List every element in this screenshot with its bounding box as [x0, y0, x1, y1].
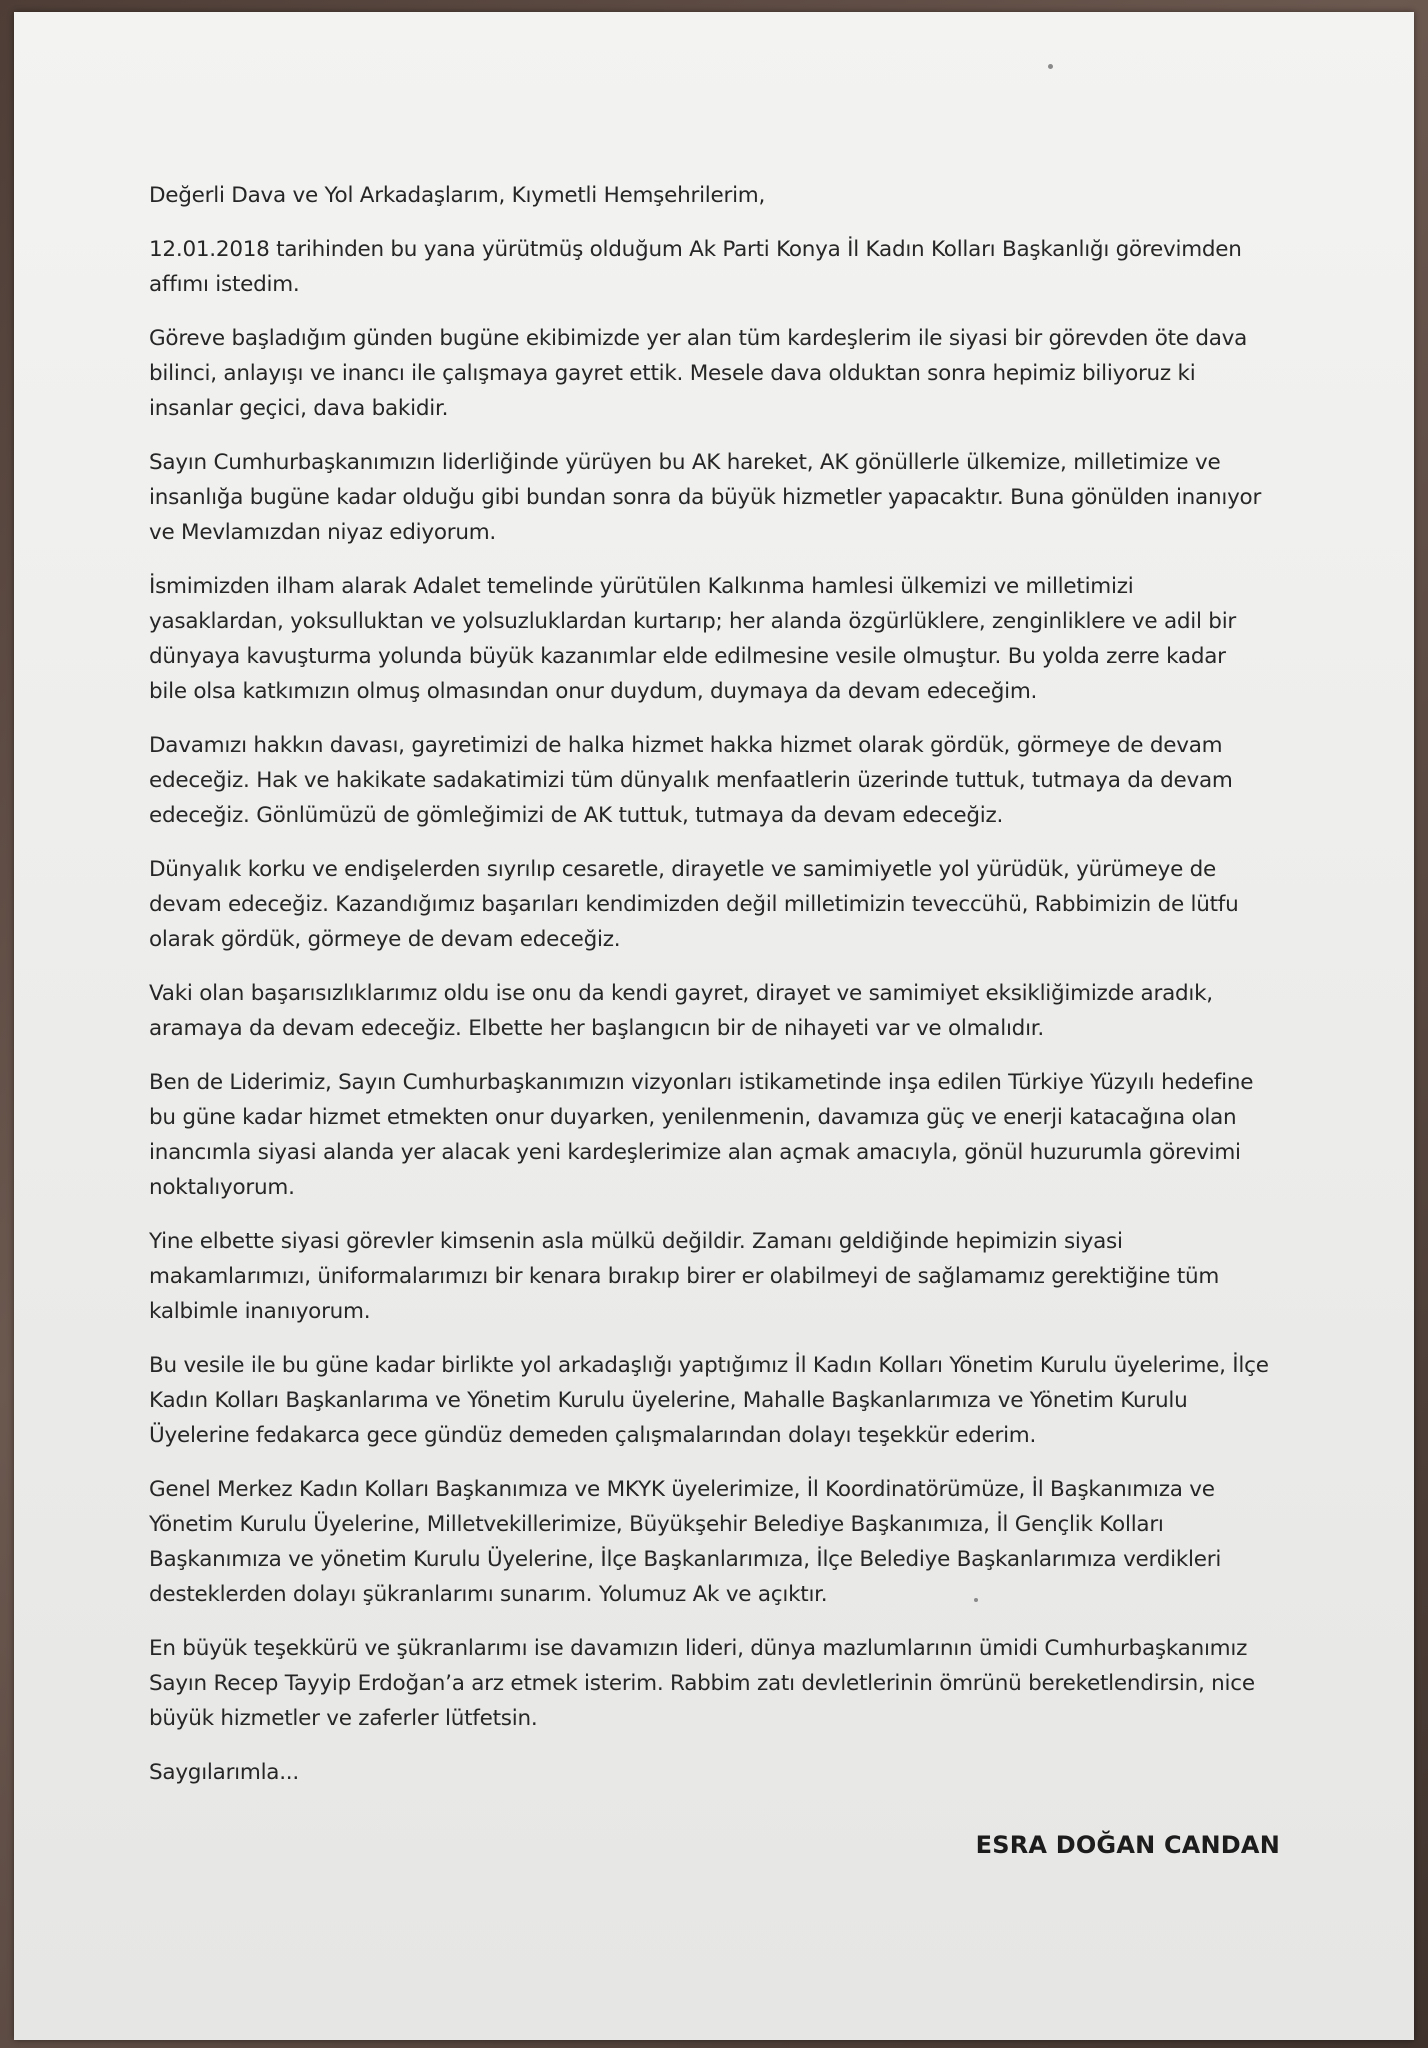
- paragraph: En büyük teşekkürü ve şükranlarımı ise davamızın lideri, dünya mazlumlarının ümidi Cumhurbaşkanımız Sayın Recep Tayyip Erdoğan’a arz etmek isterim. Rabbim zatı devletlerinin ömrünü bereketlendirsin, nice büyük hizmetler ve zaferler lütfetsin.: [149, 1636, 1255, 1731]
- paragraph: Göreve başladığım günden bugüne ekibimizde yer alan tüm kardeşlerim ile siyasi bir görevden öte dava bilinci, anlayışı ve inancı ile çalışmaya gayret ettik. Mesele dava olduktan sonra hepimiz biliyoruz ki insanlar geçici, dava bakidir.: [149, 326, 1248, 421]
- letter-body: [149, 178, 1269, 1809]
- closing: Saygılarımla...: [149, 1760, 299, 1785]
- paragraph: Sayın Cumhurbaşkanımızın liderliğinde yürüyen bu AK hareket, AK gönüllerle ülkemize, milletimize ve insanlığa bugüne kadar olduğu gibi bundan sonra da büyük hizmetler yapacaktır. Buna gönülden inanıyor ve Mevlamızdan niyaz ediyorum.: [149, 450, 1262, 545]
- paragraph: Yine elbette siyasi görevler kimsenin asla mülkü değildir. Zamanı geldiğinde hepimizin siyasi makamlarımızı, üniformalarımızı bir kenara bırakıp birer er olabilmeyi de sağlamamız gerektiğine tüm kalbimle inanıyorum.: [149, 1229, 1220, 1324]
- salutation: Değerli Dava ve Yol Arkadaşlarım, Kıymetli Hemşehrilerim,: [149, 183, 766, 208]
- signature-name: ESRA DOĞAN CANDAN: [975, 1831, 1280, 1859]
- paper-speck: [1048, 64, 1053, 69]
- paragraph: Davamızı hakkın davası, gayretimizi de halka hizmet hakka hizmet olarak gördük, görmeye de devam edeceğiz. Hak ve hakikate sadakatimizi tüm dünyalık menfaatlerin üzerinde tuttuk, tutmaya da devam edeceğiz. Gönlümüzü de gömleğimizi de AK tuttuk, tutmaya da devam edeceğiz.: [149, 733, 1233, 828]
- paragraph: 12.01.2018 tarihinden bu yana yürütmüş olduğum Ak Parti Konya İl Kadın Kolları Başkanlığı görevimden affımı istedim.: [149, 237, 1242, 297]
- paragraph: Genel Merkez Kadın Kolları Başkanımıza ve MKYK üyelerimize, İl Koordinatörümüze, İl Başkanımıza ve Yönetim Kurulu Üyelerine, Milletvekillerimize, Büyükşehir Belediye Başkanımıza, İl Gençlik Kolları Başkanımıza ve yönetim Kurulu Üyelerine, İlçe Başkanlarımıza, İlçe Belediye Başkanlarımıza verdikleri desteklerden dolayı şükranlarımı sunarım. Yolumuz Ak ve açıktır.: [149, 1477, 1222, 1607]
- paragraph: İsmimizden ilham alarak Adalet temelinde yürütülen Kalkınma hamlesi ülkemizi ve milletimizi yasaklardan, yoksulluktan ve yolsuzluklardan kurtarıp; her alanda özgürlüklere, zenginliklere ve adil bir dünyaya kavuşturma yolunda büyük kazanımlar elde edilmesine vesile olmuştur. Bu yolda zerre kadar bile olsa katkımızın olmuş olmasından onur duydum, duymaya da devam edeceğim.: [149, 574, 1237, 704]
- paragraph: Ben de Liderimiz, Sayın Cumhurbaşkanımızın vizyonları istikametinde inşa edilen Türkiye Yüzyılı hedefine bu güne kadar hizmet etmekten onur duyarken, yenilenmenin, davamıza güç ve enerji katacağına olan inancımla siyasi alanda yer alacak yeni kardeşlerimize alan açmak amacıyla, gönül huzurumla görevimi noktalıyorum.: [149, 1070, 1254, 1200]
- paragraph: Bu vesile ile bu güne kadar birlikte yol arkadaşlığı yaptığımız İl Kadın Kolları Yönetim Kurulu üyelerime, İlçe Kadın Kolları Başkanlarıma ve Yönetim Kurulu üyelerine, Mahalle Başkanlarımıza ve Yönetim Kurulu Üyelerine fedakarca gece gündüz demeden çalışmalarından dolayı teşekkür ederim.: [149, 1353, 1269, 1448]
- paragraph: Vaki olan başarısızlıklarımız oldu ise onu da kendi gayret, dirayet ve samimiyet eksikliğimizde aradık, aramaya da devam edeceğiz. Elbette her başlangıcın bir de nihayeti var ve olmalıdır.: [149, 981, 1213, 1041]
- paragraph: Dünyalık korku ve endişelerden sıyrılıp cesaretle, dirayetle ve samimiyetle yol yürüdük, yürümeye de devam edeceğiz. Kazandığımız başarıları kendimizden değil milletimizin teveccühü, Rabbimizin de lütfu olarak gördük, görmeye de devam edeceğiz.: [149, 857, 1239, 952]
